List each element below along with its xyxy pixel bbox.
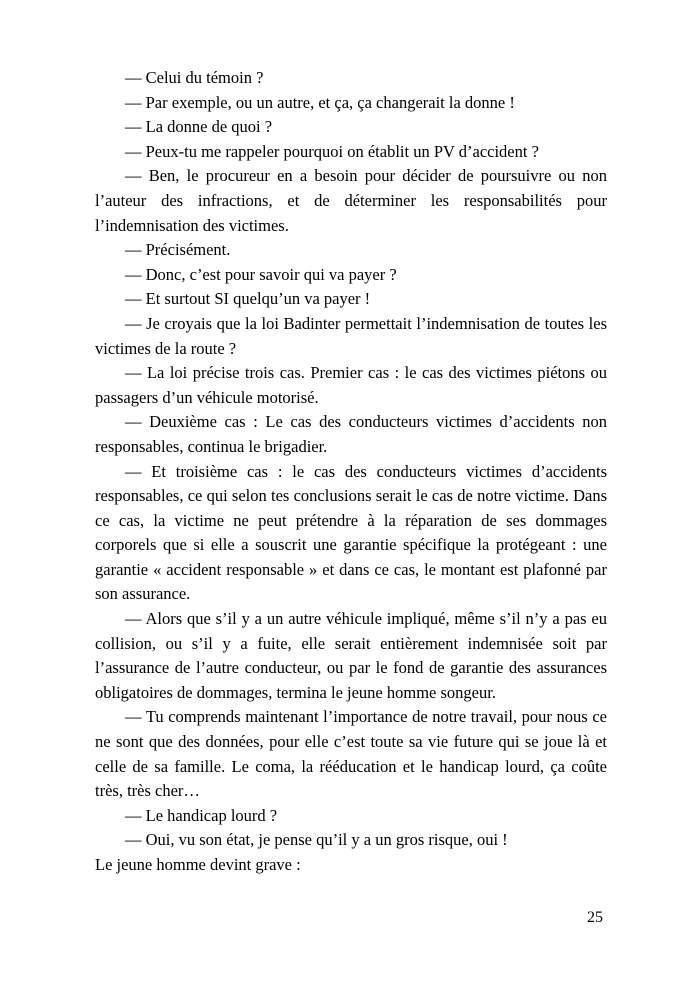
paragraph: — Précisément. (125, 240, 231, 260)
paragraph: — Ben, le procureur en a besoin pour décider de poursuivre ou non l’auteur des infractions, et de déterminer les responsabilités pour l’indemnisation des victimes. (95, 166, 607, 235)
paragraph: — Tu comprends maintenant l’importance de notre travail, pour nous ce ne sont que des données, pour elle c’est toute sa vie future qui se joue là et celle de sa famille. Le coma, la rééducation et le handicap lourd, ça coûte très, très cher… (95, 707, 607, 801)
paragraph: — Et troisième cas : le cas des conducteurs victimes d’accidents responsables, ce qui selon tes conclusions serait le cas de notre victime. Dans ce cas, la victime ne peut prétendre à la réparation de ses dommages corporels que si elle a souscrit une garantie spécifique la protégeant : une garantie « accident responsable » et dans ce cas, le montant est plafonné par son assurance. (95, 461, 607, 604)
paragraph: — Et surtout SI quelqu’un va payer ! (125, 289, 371, 309)
paragraph: — Peux-tu me rappeler pourquoi on établit un PV d’accident ? (125, 141, 539, 161)
body-text (95, 66, 607, 878)
paragraph: — La loi précise trois cas. Premier cas : le cas des victimes piétons ou passagers d’un véhicule motorisé. (95, 363, 607, 407)
paragraph: — Celui du témoin ? (125, 68, 264, 87)
paragraph: — Le handicap lourd ? (125, 805, 278, 825)
paragraph: Le jeune homme devint grave : (95, 855, 301, 874)
paragraph: — La donne de quoi ? (125, 117, 273, 137)
paragraph: — Par exemple, ou un autre, et ça, ça changerait la donne ! (125, 92, 515, 112)
paragraph: — Oui, vu son état, je pense qu’il y a un gros risque, oui ! (125, 830, 508, 850)
page-number: 25 (587, 909, 603, 926)
paragraph: — Deuxième cas : Le cas des conducteurs victimes d’accidents non responsables, continua le brigadier. (95, 412, 607, 456)
paragraph: — Alors que s’il y a un autre véhicule impliqué, même s’il n’y a pas eu collision, ou s’il y a fuite, elle serait entièrement indemnisée soit par l’assurance de l’autre conducteur, ou par le fond de garantie des assurances obligatoires de dommages, termina le jeune homme songeur. (95, 609, 607, 702)
paragraph: — Donc, c’est pour savoir qui va payer ? (125, 264, 397, 284)
paragraph: — Je croyais que la loi Badinter permettait l’indemnisation de toutes les victimes de la route ? (95, 313, 607, 358)
